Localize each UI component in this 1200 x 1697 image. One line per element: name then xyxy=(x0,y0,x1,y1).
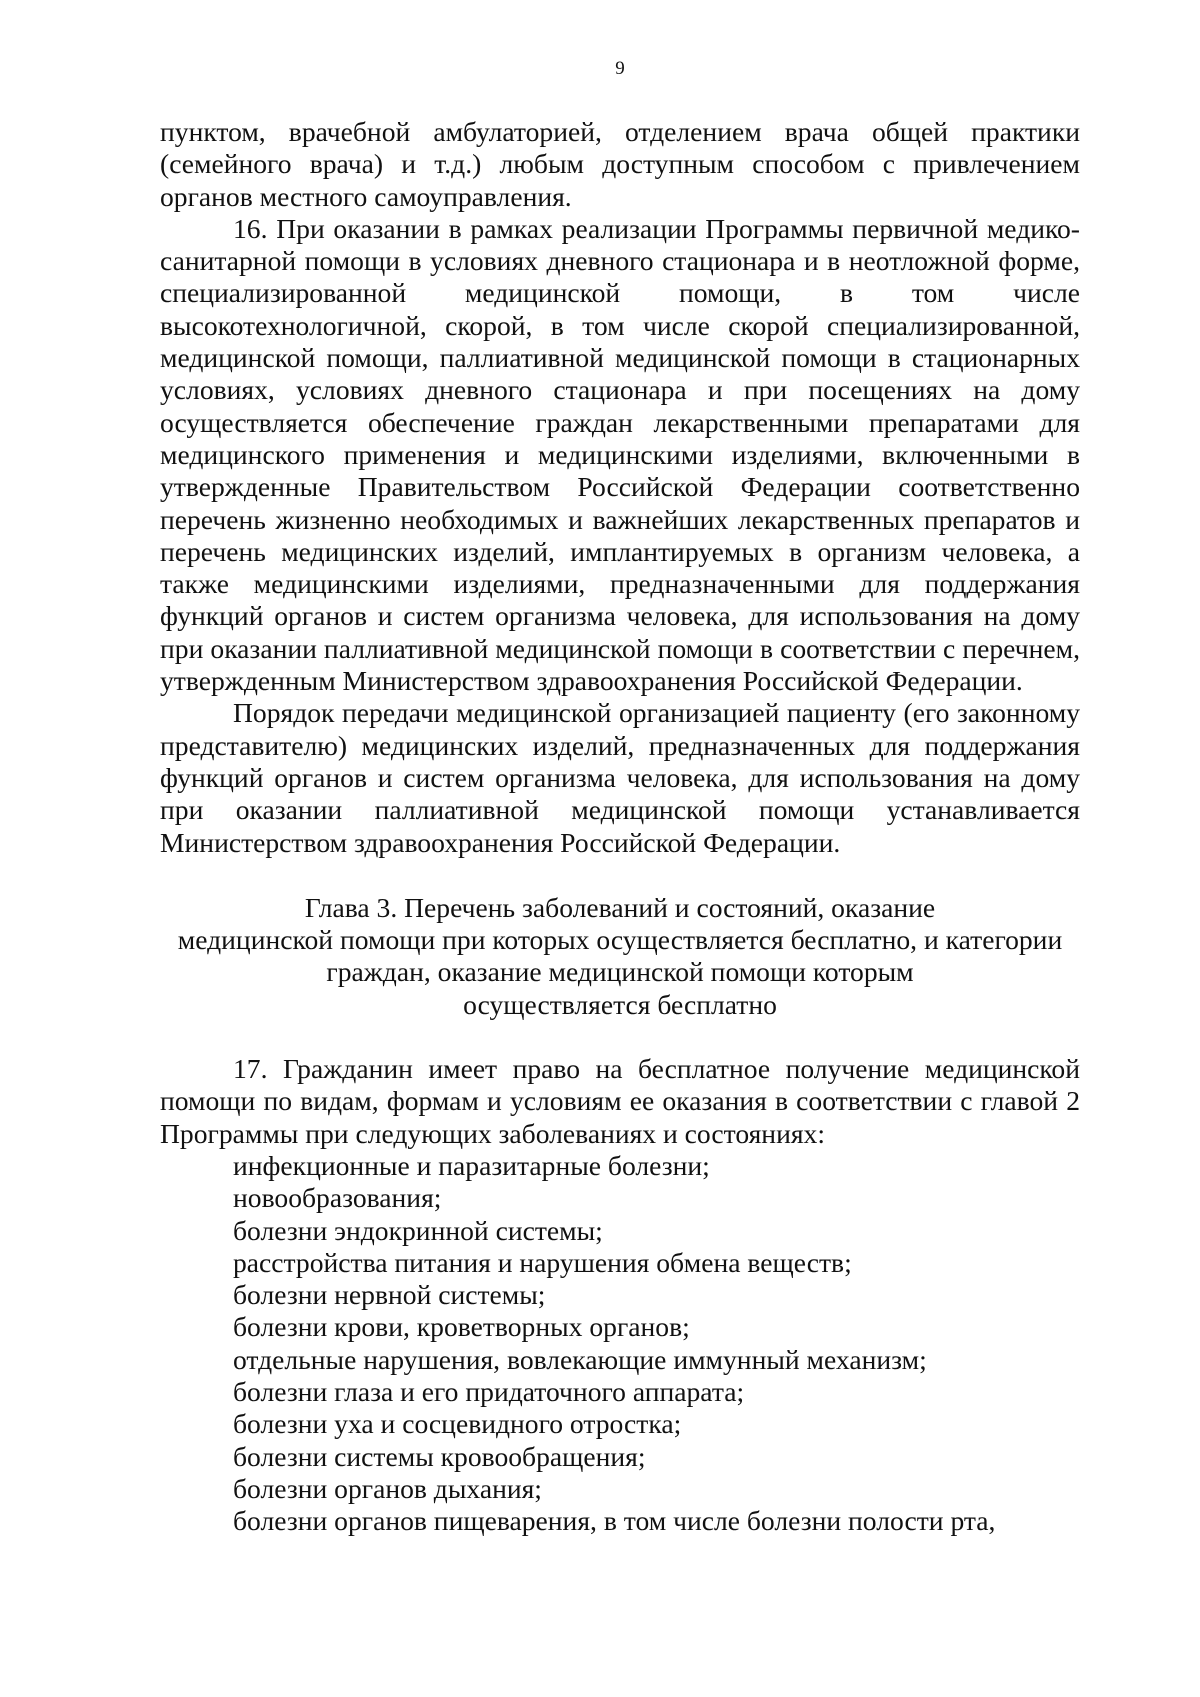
disease-list-item: расстройства питания и нарушения обмена веществ; xyxy=(233,1246,852,1278)
disease-list-item: болезни уха и сосцевидного отростка; xyxy=(233,1408,682,1440)
chapter-heading-line: граждан, оказание медицинской помощи которым xyxy=(326,956,914,988)
chapter-heading-line: осуществляется бесплатно xyxy=(463,988,777,1020)
chapter-heading xyxy=(160,892,1080,1021)
disease-list-item: болезни крови, кроветворных органов; xyxy=(233,1311,690,1343)
page-number: 9 xyxy=(615,58,625,79)
disease-list-item: болезни органов пищеварения, в том числе болезни полости рта, xyxy=(233,1505,996,1537)
disease-list-item: инфекционные и паразитарные болезни; xyxy=(233,1149,710,1181)
chapter-heading-line: медицинской помощи при которых осуществляется бесплатно, и категории xyxy=(177,924,1063,956)
disease-list-item: болезни эндокринной системы; xyxy=(233,1214,603,1246)
chapter-heading-line: Глава 3. Перечень заболеваний и состояний, оказание xyxy=(304,891,936,923)
paragraph-16: 16. При оказании в рамках реализации Программы первичной медико-санитарной помощи в условиях дневного стационара и в неотложной форме, специализированной медицинской помощи, в том числе высокотехнологичной, скорой, в том числе скорой специализированной, медицинской помощи, паллиативной медицинской помощи в стационарных условиях, условиях дневного стационара и при посещениях на дому осуществляется обеспечение граждан лекарственными препаратами для медицинского применения и медицинскими изделиями, включенными в утвержденные Правительством Российской Федерации соответственно перечень жизненно необходимых и важнейших лекарственных препаратов и перечень медицинских изделий, имплантируемых в организм человека, а также медицинскими изделиями, предназначенными для поддержания функций органов и систем организма человека, для использования на дому при оказании паллиативной медицинской помощи в соответствии с перечнем, утвержденным Министерством здравоохранения Российской Федерации. xyxy=(160,212,1080,697)
disease-list-item: отдельные нарушения, вовлекающие иммунный механизм; xyxy=(233,1343,927,1375)
document-body xyxy=(160,116,1080,1537)
disease-list-item: болезни глаза и его придаточного аппарата; xyxy=(233,1375,745,1407)
paragraph-17: 17. Гражданин имеет право на бесплатное получение медицинской помощи по видам, формам и условиям ее оказания в соответствии с главой 2 Программы при следующих заболеваниях и состояниях: xyxy=(160,1053,1080,1149)
disease-list-item: новообразования; xyxy=(233,1182,442,1214)
disease-list-item: болезни системы кровообращения; xyxy=(233,1440,646,1472)
paragraph-continuation: пунктом, врачебной амбулаторией, отделением врача общей практики (семейного врача) и т.д.) любым доступным способом с привлечением органов местного самоуправления. xyxy=(160,116,1080,212)
paragraph-procedure: Порядок передачи медицинской организацией пациенту (его законному представителю) медицинских изделий, предназначенных для поддержания функций органов и систем организма человека, для использования на дому при оказании паллиативной медицинской помощи устанавливается Министерством здравоохранения Российской Федерации. xyxy=(160,697,1080,858)
disease-list-item: болезни нервной системы; xyxy=(233,1279,546,1311)
disease-list-item: болезни органов дыхания; xyxy=(233,1472,542,1504)
